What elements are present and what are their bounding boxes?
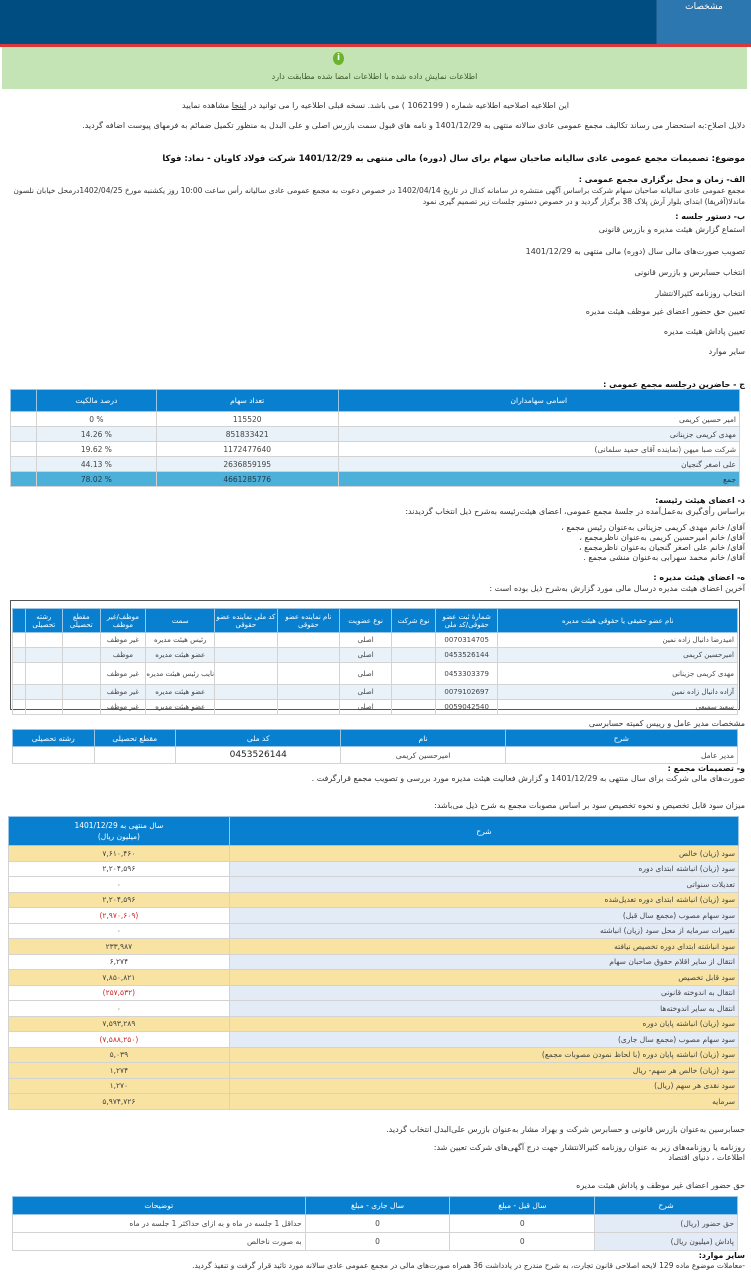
- table-row: [9, 985, 739, 1001]
- agenda-item: تصویب صورت‌های مالی سال (دوره) مالی منتهی به 1401/12/29: [525, 247, 745, 256]
- cell: [25, 648, 63, 663]
- table-row: [11, 457, 740, 472]
- row-label: سود سهام مصوب (مجمع سال قبل): [229, 908, 738, 924]
- agenda-item: تعیین پاداش هیئت مدیره: [663, 327, 745, 336]
- cell: [13, 685, 26, 700]
- col-header: نوع عضویت: [340, 609, 392, 633]
- col-header: کد ملی نماینده عضو حقوقی: [215, 609, 278, 633]
- shareholders-table: [10, 389, 740, 487]
- table-row: [9, 908, 739, 924]
- cell: 0453303379: [435, 663, 498, 685]
- cell: 2636859195: [156, 457, 338, 472]
- col-header: تعداد سهام: [156, 390, 338, 412]
- table-row: [9, 954, 739, 970]
- cell: [392, 700, 436, 715]
- section-c-title: ج - حاضرین درجلسه مجمع عمومی :: [603, 380, 745, 389]
- row-label: تعدیلات سنواتی: [229, 877, 738, 893]
- table-row: [9, 1078, 739, 1094]
- unit-label: (میلیون ریال): [97, 832, 140, 841]
- cell: جمع: [338, 472, 739, 487]
- cell: 0: [305, 1215, 450, 1233]
- cell: عضو هیئت مدیره: [146, 700, 215, 715]
- row-label: سود (زیان) انباشته ابتدای دوره: [229, 861, 738, 877]
- cell: امیدرضا دانیال زاده نمین: [498, 633, 738, 648]
- cell: [94, 747, 176, 764]
- presiding-board-list: [6, 523, 745, 563]
- agenda-item: انتخاب حسابرس و بازرس قانونی: [634, 268, 745, 277]
- cell: [25, 633, 63, 648]
- cell: [392, 685, 436, 700]
- row-label: انتقال به اندوخته قانونی: [229, 985, 738, 1001]
- row-label: سود (زیان) انباشته ابتدای دوره تعدیل‌شده: [229, 892, 738, 908]
- row-label: سود سهام مصوب (مجمع سال جاری): [229, 1032, 738, 1048]
- cell: 115520: [156, 412, 338, 427]
- cell: نایب رئیس هیئت مدیره: [146, 663, 215, 685]
- table-row: [13, 663, 738, 685]
- cell: % 14.26: [36, 427, 156, 442]
- col-header: سمت: [146, 609, 215, 633]
- cell: غیر موظف: [100, 633, 146, 648]
- cell: [11, 472, 37, 487]
- correction-notice: [6, 100, 745, 111]
- info-icon: i: [333, 52, 344, 65]
- row-label: سود (زیان) خالص: [229, 846, 738, 862]
- cell: امیرحسین کریمی: [341, 747, 505, 764]
- cell: [277, 648, 340, 663]
- row-label: سود قابل تخصیص: [229, 970, 738, 986]
- row-value: ۱,۲۷۰: [9, 1078, 230, 1094]
- row-value: ۰: [9, 877, 230, 893]
- col-header: سال جاری - مبلغ: [305, 1197, 450, 1215]
- table-row: [13, 648, 738, 663]
- section-e-title: ه- اعضای هیئت مدیره :: [653, 573, 745, 582]
- table-row: [9, 970, 739, 986]
- total-row: [11, 472, 740, 487]
- cell: موظف: [100, 648, 146, 663]
- table-row: [11, 427, 740, 442]
- row-value: ۲,۲۰۴,۵۹۶: [9, 861, 230, 877]
- verification-notice: [2, 47, 747, 89]
- cell: مهدی کریمی جزینانی: [338, 427, 739, 442]
- cell: پاداش (میلیون ریال): [595, 1233, 738, 1251]
- col-header: درصد مالکیت: [36, 390, 156, 412]
- cell: حق حضور (ریال): [595, 1215, 738, 1233]
- cell: [63, 700, 101, 715]
- section-f-title: و- تصمیمات مجمع :: [667, 764, 745, 773]
- page-subject: موضوع: تصمیمات مجمع عمومی عادی سالیانه صاحبان سهام برای سال (دوره) مالی منتهی به 1401/12/29 شرکت فولاد کاویان - نماد: فوکا: [162, 154, 745, 164]
- col-header: رشته تحصیلی: [13, 730, 95, 747]
- cell: اصلی: [340, 685, 392, 700]
- tab-details[interactable]: مشخصات: [656, 0, 751, 45]
- cell: شرکت صبا میهن (نماینده آقای حمید سلمانی): [338, 442, 739, 457]
- col-header: نام نماینده عضو حقوقی: [277, 609, 340, 633]
- table-row: [9, 1001, 739, 1017]
- board-members-table: [12, 608, 738, 715]
- cell: [13, 648, 26, 663]
- table-row: [9, 1016, 739, 1032]
- cell: 1172477640: [156, 442, 338, 457]
- cell: 0: [450, 1215, 595, 1233]
- table-row: [13, 700, 738, 715]
- row-value: ۲۳۳,۹۸۷: [9, 939, 230, 955]
- cell: 0059042540: [435, 700, 498, 715]
- row-value: (۷,۵۸۸,۲۵۰): [9, 1032, 230, 1048]
- section-e-intro: آخرین اعضای هیئت مدیره درسال مالی مورد گزارش به‌شرح ذیل بوده است :: [489, 584, 745, 593]
- cell: [277, 685, 340, 700]
- section-a-text: مجمع عمومی عادی سالیانه صاحبان سهام شرکت براساس آگهی منتشره در سامانه کدال در تاریخ 1402/04/14 در خصوص دعوت به مجمع عمومی عادی سالیانه رأس ساعت 10:00 روز یکشنبه مورخ 1402/04/25درمحل خیابان نلسون ماندلا(آفریقا) ابتدای بلوار آرش پلاک 38 برگزار گردید و در خصوص دستور جلسات زیر تصمیم گیری نمود: [13, 186, 745, 206]
- cell: آزاده دانیال زاده نمین: [498, 685, 738, 700]
- cell: [13, 633, 26, 648]
- row-value: ۷,۵۹۳,۲۸۹: [9, 1016, 230, 1032]
- cell: [25, 700, 63, 715]
- cell: [392, 633, 436, 648]
- cell: [11, 442, 37, 457]
- row-label: سود (زیان) خالص هر سهم- ریال: [229, 1063, 738, 1079]
- other-text: -معاملات موضوع ماده 129 لایحه اصلاحی قانون تجارت، به شرح مندرج در یادداشت 36 همراه صورت‌های مالی در مجمع عمومی عادی سالانه مورد تائید قرار گرفت و تنفیذ گردید.: [192, 1261, 745, 1270]
- row-value: ۵,۹۷۴,۷۲۶: [9, 1094, 230, 1110]
- cell: % 0: [36, 412, 156, 427]
- cell: مدیر عامل: [505, 747, 737, 764]
- cell: علی اصغر گنجیان: [338, 457, 739, 472]
- cell: به صورت ناخالص: [13, 1233, 306, 1251]
- newspaper-line-1: روزنامه یا روزنامه‌های زیر به عنوان روزنامه کثیرالانتشار جهت درج آگهی‌های شرکت تعیین شد:: [433, 1143, 745, 1152]
- table-row: [13, 747, 738, 764]
- cell: [215, 648, 278, 663]
- table-row: [9, 892, 739, 908]
- cell: مهدی کریمی جزینانی: [498, 663, 738, 685]
- table-row: [13, 685, 738, 700]
- profit-allocation-table: [8, 816, 739, 1110]
- table-row: [9, 1047, 739, 1063]
- row-value: ۲,۲۰۴,۵۹۶: [9, 892, 230, 908]
- cell: اصلی: [340, 700, 392, 715]
- row-label: سود (زیان) انباشته پایان دوره (با لحاظ نمودن مصوبات مجمع): [229, 1047, 738, 1063]
- board-member: آقای/ خانم علی اصغر گنجیان به‌عنوان ناظرمجمع ،: [579, 543, 745, 552]
- row-label: سود نقدی هر سهم (ریال): [229, 1078, 738, 1094]
- cell: % 44.13: [36, 457, 156, 472]
- agenda-item: انتخاب روزنامه کثیرالانتشار: [655, 289, 745, 298]
- cell: 0453526144: [435, 648, 498, 663]
- cell: عضو هیئت مدیره: [146, 685, 215, 700]
- table-row: [9, 861, 739, 877]
- section-a-title: الف- زمان و محل برگزاری مجمع عمومی :: [578, 175, 745, 184]
- cell: % 78.02: [36, 472, 156, 487]
- cell: اصلی: [340, 633, 392, 648]
- cell: [25, 685, 63, 700]
- cell: [277, 663, 340, 685]
- correction-reasons: دلایل اصلاح:به استحضار می رساند تکالیف مجمع عمومی عادی سالانه منتهی به 1401/12/29 و نامه های قبول سمت بازرس اصلی و علی البدل به منظور تکمیل ضمائم به فرمهای پیوست اضافه گردید.: [82, 121, 745, 130]
- cell: [63, 685, 101, 700]
- table-row: [11, 442, 740, 457]
- row-value: ۰: [9, 923, 230, 939]
- cell: [13, 700, 26, 715]
- cell: [215, 700, 278, 715]
- cell: امیرحسین کریمی: [498, 648, 738, 663]
- table-row: [9, 1094, 739, 1110]
- cell: [63, 648, 101, 663]
- period-label: سال منتهی به 1401/12/29: [74, 821, 164, 830]
- col-header: شمارهٔ ثبت عضو حقوقی/کد ملی: [435, 609, 498, 633]
- row-label: سود (زیان) انباشته پایان دوره: [229, 1016, 738, 1032]
- cell: [215, 633, 278, 648]
- cell: [215, 685, 278, 700]
- other-title: سایر موارد:: [698, 1251, 745, 1260]
- cell: عضو هیئت مدیره: [146, 648, 215, 663]
- cell: [63, 663, 101, 685]
- row-label: سرمایه: [229, 1094, 738, 1110]
- cell: 0079102697: [435, 685, 498, 700]
- col-header: نوع شرکت: [392, 609, 436, 633]
- cell: غیر موظف: [100, 685, 146, 700]
- col-header: [13, 609, 26, 633]
- row-label: انتقال از سایر اقلام حقوق صاحبان سهام: [229, 954, 738, 970]
- row-label: سود انباشته ابتدای دوره تخصیص نیافته: [229, 939, 738, 955]
- board-fees-table: [12, 1196, 738, 1251]
- cell: 0070314705: [435, 633, 498, 648]
- top-navbar: [0, 0, 751, 45]
- fees-title: حق حضور اعضای غیر موظف و پاداش هیئت مدیره: [576, 1181, 745, 1190]
- cell: غیر موظف: [100, 700, 146, 715]
- row-label: انتقال به سایر اندوخته‌ها: [229, 1001, 738, 1017]
- cell: غیر موظف: [100, 663, 146, 685]
- profit-intro: میزان سود قابل تخصیص و نحوه تخصیص سود بر اساس مصوبات مجمع به شرح ذیل می‌باشد:: [434, 801, 745, 810]
- section-d-title: د- اعضای هیئت رئیسه:: [655, 496, 745, 505]
- table-row: [9, 939, 739, 955]
- cell: رئیس هیئت مدیره: [146, 633, 215, 648]
- cell: 851833421: [156, 427, 338, 442]
- col-header: اسامی سهامداران: [338, 390, 739, 412]
- cell: [63, 633, 101, 648]
- cell: [13, 663, 26, 685]
- table-row: [13, 1215, 738, 1233]
- col-header: [9, 817, 230, 846]
- cell: اصلی: [340, 663, 392, 685]
- previous-version-link[interactable]: اینجا: [231, 101, 247, 110]
- row-value: ۵,۰۳۹: [9, 1047, 230, 1063]
- ceo-table: [12, 729, 738, 764]
- cell: سعید سمیعی: [498, 700, 738, 715]
- row-value: ۷,۶۱۰,۴۶۰: [9, 846, 230, 862]
- row-value: ۱,۲۷۴: [9, 1063, 230, 1079]
- cell: [11, 457, 37, 472]
- cell: [25, 663, 63, 685]
- row-value: ۶,۲۷۴: [9, 954, 230, 970]
- board-member: آقای/ خانم مهدی کریمی جزینانی به‌عنوان رئیس مجمع ،: [561, 523, 745, 532]
- cell: [392, 648, 436, 663]
- col-header: توضیحات: [13, 1197, 306, 1215]
- cell: 0453526144: [176, 747, 341, 764]
- cell: [277, 633, 340, 648]
- cell: 4661285776: [156, 472, 338, 487]
- cell: 0: [450, 1233, 595, 1251]
- agenda-item: تعیین حق حضور اعضای غیر موظف هیئت مدیره: [585, 307, 745, 316]
- cell: [215, 663, 278, 685]
- auditor-text: حسابرسین به‌عنوان بازرس قانونی و حسابرس شرکت و بهراد مشار به‌عنوان بازرس علی‌البدل انتخاب گردید.: [386, 1125, 745, 1134]
- col-header: [11, 390, 37, 412]
- cell: [11, 427, 37, 442]
- row-value: ۷,۸۵۰,۸۲۱: [9, 970, 230, 986]
- col-header: سال قبل - مبلغ: [450, 1197, 595, 1215]
- correction-prefix: این اطلاعیه اصلاحیه اطلاعیه شماره ( 1062199 ) می باشد. نسخه قبلی اطلاعیه را می توانید در: [248, 101, 569, 110]
- board-member: آقای/ خانم محمد سهرابی به‌عنوان منشی مجمع .: [583, 553, 745, 562]
- table-row: [9, 1063, 739, 1079]
- table-row: [13, 1233, 738, 1251]
- notice-text: اطلاعات نمایش داده شده با اطلاعات امضا شده مطابقت دارد: [271, 72, 478, 81]
- section-f-text: صورت‌های مالی شرکت برای سال منتهی به 1401/12/29 و گزارش فعالیت هیئت مدیره مورد بررسی و تصویب مجمع قرارگرفت .: [311, 774, 745, 783]
- newspaper-line-2: اطلاعات ، دنیای اقتصاد: [668, 1153, 745, 1162]
- cell: [13, 747, 95, 764]
- table-row: [9, 923, 739, 939]
- col-header: رشته تحصیلی: [25, 609, 63, 633]
- section-d-intro: براساس رأی‌گیری به‌عمل‌آمده در جلسهٔ مجمع عمومی، اعضای هیئت‌رئیسه به‌شرح ذیل انتخاب گردیدند:: [405, 507, 745, 516]
- col-header: نام عضو حقیقی یا حقوقی هیئت مدیره: [498, 609, 738, 633]
- cell: % 19.62: [36, 442, 156, 457]
- row-label: تغییرات سرمایه از محل سود (زیان) انباشته: [229, 923, 738, 939]
- board-member: آقای/ خانم امیرحسین کریمی به‌عنوان ناظرمجمع ،: [579, 533, 745, 542]
- cell: اصلی: [340, 648, 392, 663]
- table-row: [13, 633, 738, 648]
- col-header: مقطع تحصیلی: [63, 609, 101, 633]
- table-row: [9, 846, 739, 862]
- col-header: شرح: [229, 817, 738, 846]
- ceo-title: مشخصات مدیر عامل و رییس کمیته حسابرسی: [588, 719, 745, 728]
- cell: [11, 412, 37, 427]
- row-value: ۰: [9, 1001, 230, 1017]
- cell: امیر حسین کریمی: [338, 412, 739, 427]
- correction-suffix: مشاهده نمایید: [182, 101, 230, 110]
- cell: [277, 700, 340, 715]
- col-header: مقطع تحصیلی: [94, 730, 176, 747]
- cell: 0: [305, 1233, 450, 1251]
- agenda-item: استماع گزارش هیئت مدیره و بازرس قانونی: [598, 225, 745, 234]
- cell: حداقل 1 جلسه در ماه و به ازای حداکثر 1 جلسه در ماه: [13, 1215, 306, 1233]
- col-header: شرح: [595, 1197, 738, 1215]
- col-header: شرح: [505, 730, 737, 747]
- row-value: (۲۵۷,۵۳۲): [9, 985, 230, 1001]
- col-header: نام: [341, 730, 505, 747]
- agenda-item: سایر موارد: [708, 347, 745, 356]
- section-b-title: ب- دستور جلسه :: [675, 212, 745, 221]
- table-row: [11, 412, 740, 427]
- row-value: (۲,۹۷۰,۶۰۹): [9, 908, 230, 924]
- cell: [392, 663, 436, 685]
- col-header: موظف/غیر موظف: [100, 609, 146, 633]
- col-header: کد ملی: [176, 730, 341, 747]
- table-row: [9, 1032, 739, 1048]
- table-row: [9, 877, 739, 893]
